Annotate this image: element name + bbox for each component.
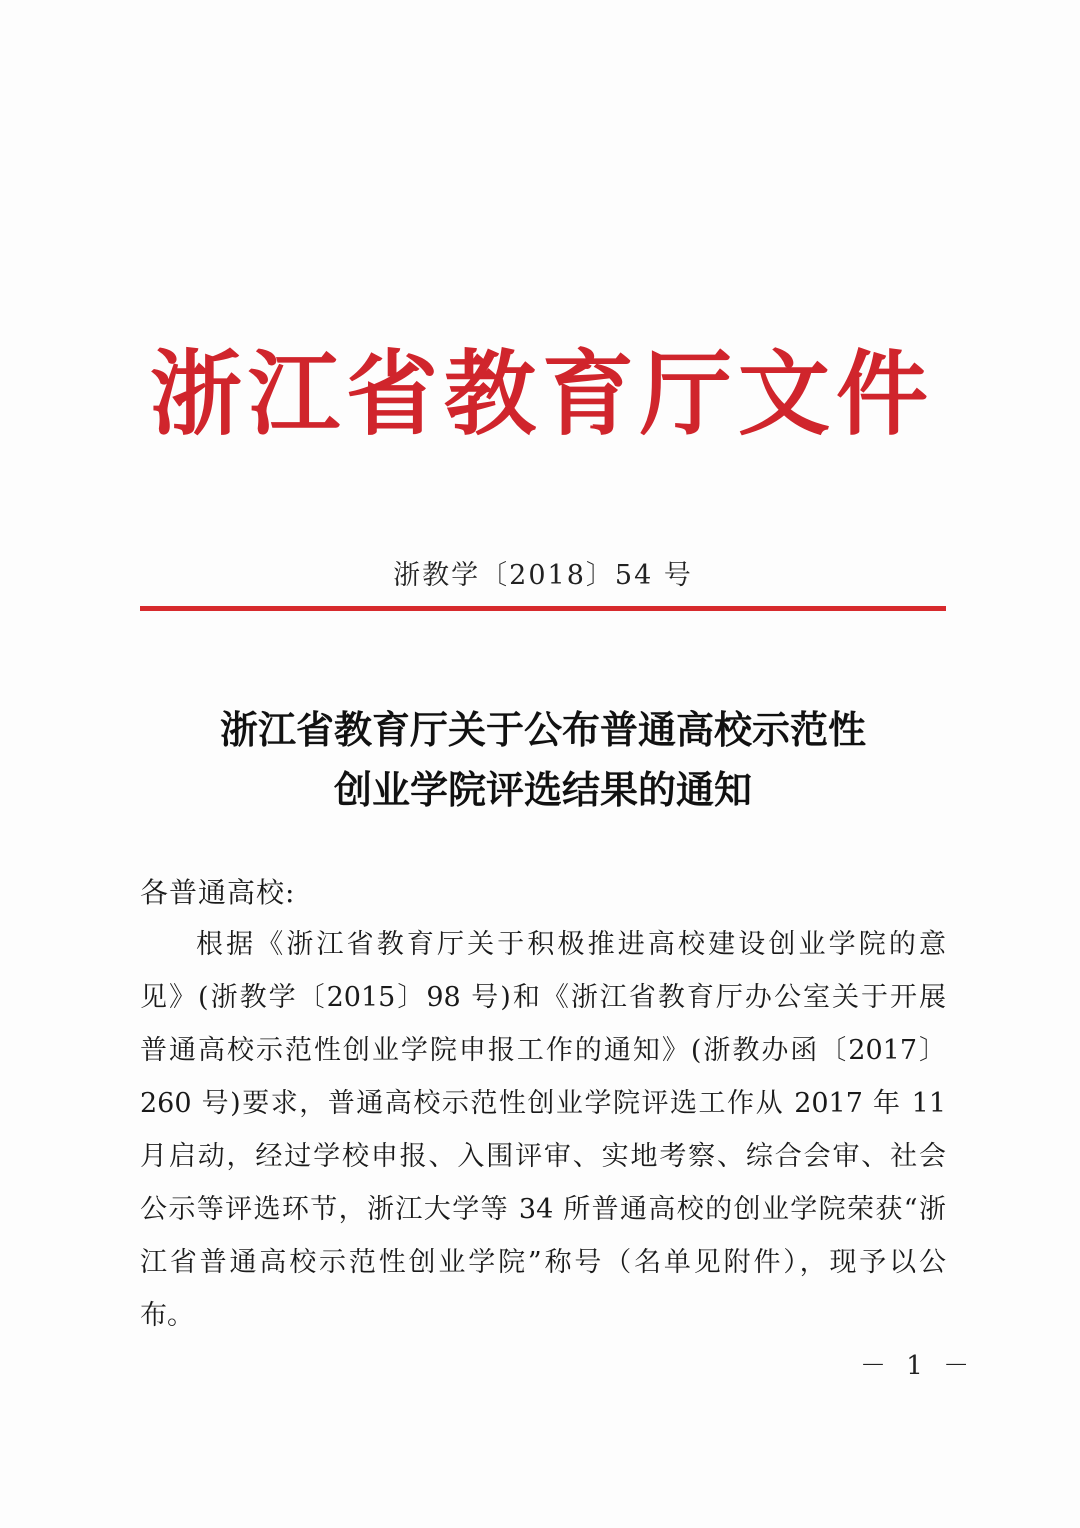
notice-body [140, 918, 946, 1342]
notice-title [140, 700, 946, 820]
body-line-7: 江省普通高校示范性创业学院”称号（名单见附件），现予以公 [140, 1247, 946, 1278]
body-line-8: 布。 [140, 1300, 194, 1331]
issuer-header-title: 浙江省教育厅文件 [150, 341, 935, 448]
body-line-6: 公示等评选环节，浙江大学等 34 所普通高校的创业学院荣获“浙 [140, 1194, 946, 1225]
notice-title-line-1: 浙江省教育厅关于公布普通高校示范性 [219, 707, 866, 752]
body-line-1: 根据《浙江省教育厅关于积极推进高校建设创业学院的意 [196, 929, 946, 960]
page-number: － 1 － [860, 1351, 976, 1381]
salutation: 各普通高校: [140, 876, 296, 909]
notice-title-line-2: 创业学院评选结果的通知 [333, 767, 752, 812]
body-line-5: 月启动，经过学校申报、入围评审、实地考察、综合会审、社会 [140, 1141, 946, 1172]
body-line-4: 260 号)要求，普通高校示范性创业学院评选工作从 2017 年 11 [140, 1088, 946, 1119]
document-number: 浙教学〔2018〕54 号 [393, 560, 693, 591]
body-line-2: 见》(浙教学〔2015〕98 号)和《浙江省教育厅办公室关于开展 [140, 982, 946, 1013]
red-separator-rule [140, 606, 946, 611]
body-line-3: 普通高校示范性创业学院申报工作的通知》(浙教办函〔2017〕 [140, 1035, 946, 1066]
